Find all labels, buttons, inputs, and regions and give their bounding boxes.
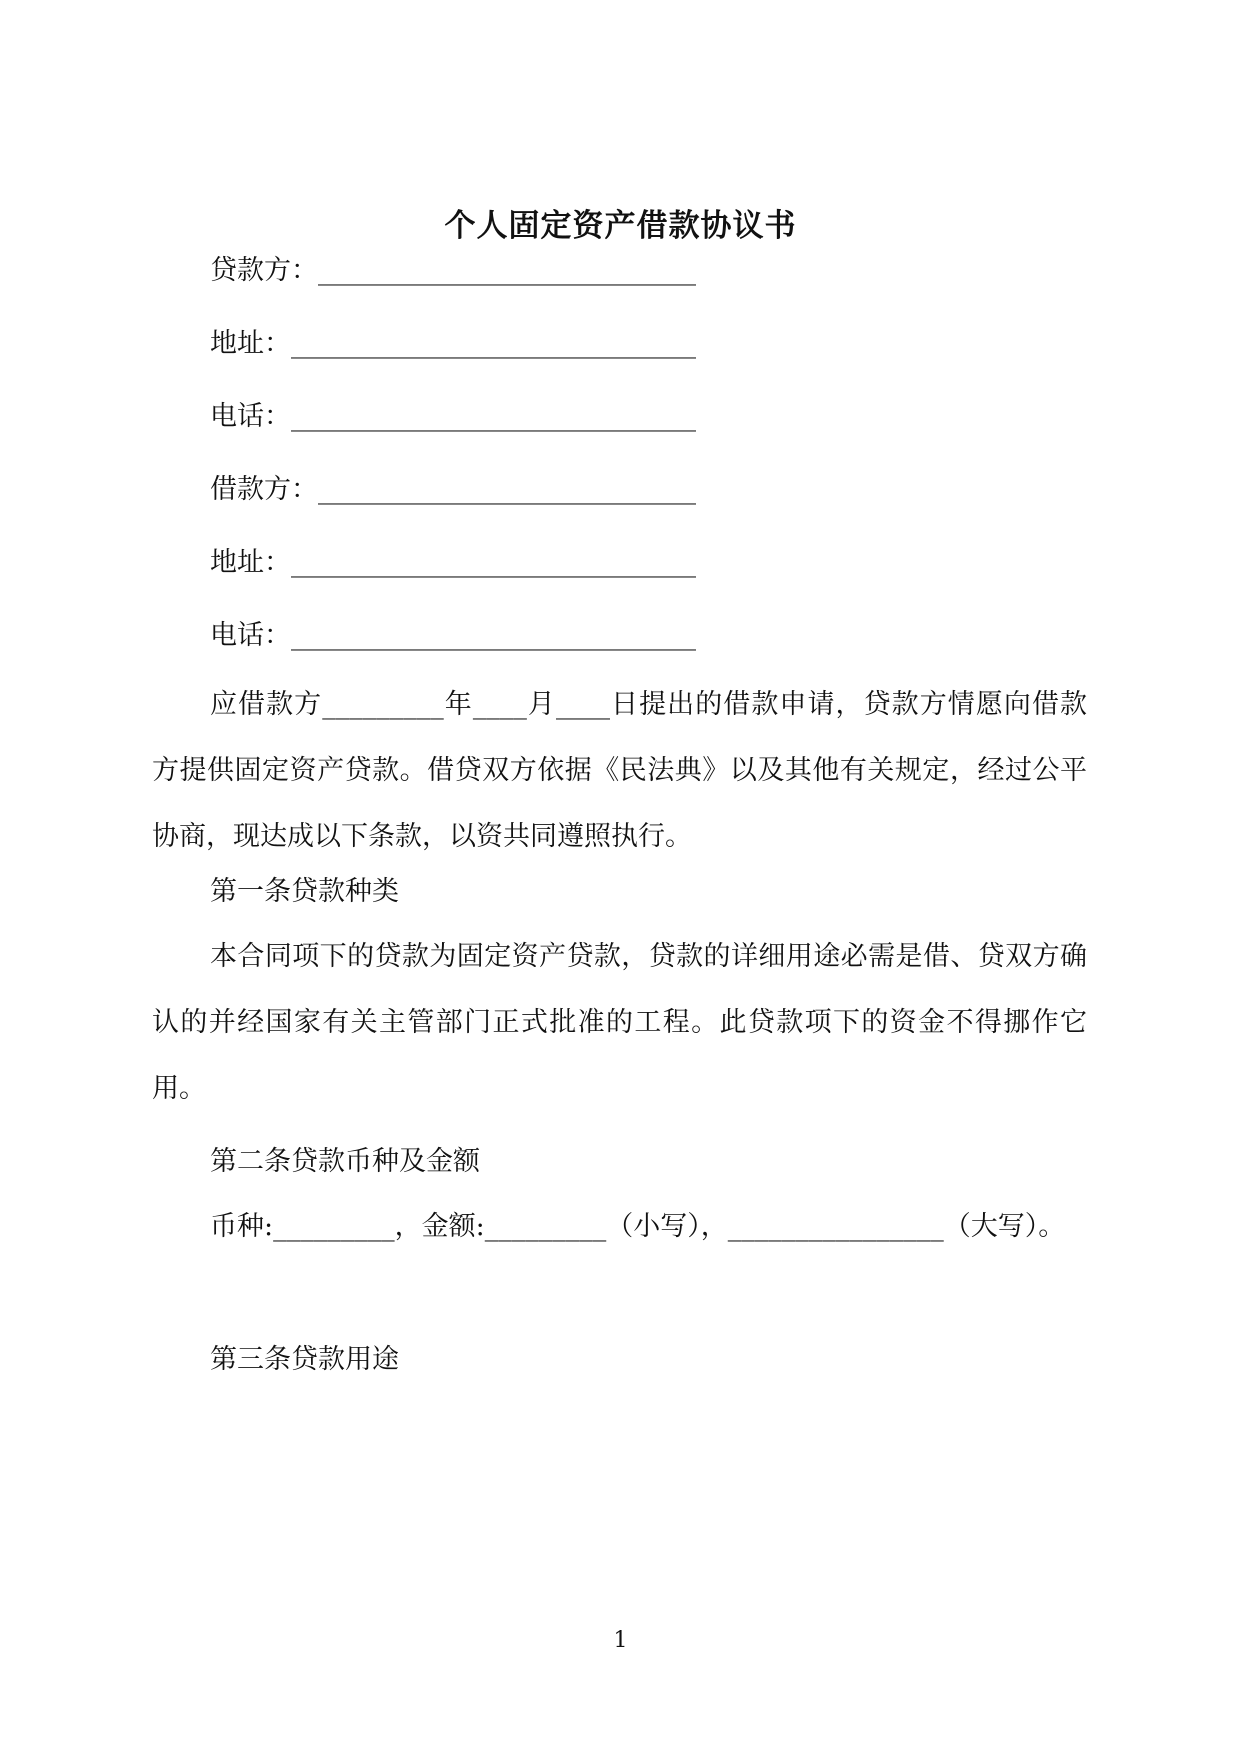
borrower-address-field (210, 545, 696, 581)
lender-address-field (210, 326, 696, 362)
page-number: 1 (613, 1628, 628, 1653)
lender-field (210, 253, 696, 289)
document-title: 个人固定资产借款协议书 (444, 208, 797, 244)
lender-address-label: 地址： (210, 328, 291, 359)
article2-heading: 第二条贷款币种及金额 (210, 1146, 480, 1177)
article1-body: 本合同项下的贷款为固定资产贷款，贷款的详细用途必需是借、贷双方确认的并经国家有关主管部门正式批准的工程。此贷款项下的资金不得挪作它用。 (152, 941, 1087, 1104)
article3-heading: 第三条贷款用途 (210, 1344, 399, 1375)
article1-heading: 第一条贷款种类 (210, 876, 399, 907)
borrower-blank: ____________________________ (318, 474, 696, 505)
borrower-phone-label: 电话： (210, 620, 291, 651)
borrower-address-blank: ______________________________ (291, 547, 696, 578)
borrower-field (210, 472, 696, 508)
lender-phone-field (210, 399, 696, 435)
lender-address-blank: ______________________________ (291, 328, 696, 359)
borrower-phone-blank: ______________________________ (291, 620, 696, 651)
lender-label: 贷款方： (210, 255, 318, 286)
lender-phone-label: 电话： (210, 401, 291, 432)
intro-paragraph: 应借款方_________年____月____日提出的借款申请，贷款方情愿向借款方提供固定资产贷款。借贷双方依据《民法典》以及其他有关规定，经过公平协商，现达成以下条款，以资共同遵照执行。 (152, 689, 1088, 852)
lender-blank: ____________________________ (318, 255, 696, 286)
lender-phone-blank: ______________________________ (291, 401, 696, 432)
article2-body: 币种:_________，金额:_________（小写），________________（大写）。 (210, 1211, 1066, 1242)
borrower-address-label: 地址： (210, 547, 291, 578)
borrower-phone-field (210, 618, 696, 654)
borrower-label: 借款方： (210, 474, 318, 505)
